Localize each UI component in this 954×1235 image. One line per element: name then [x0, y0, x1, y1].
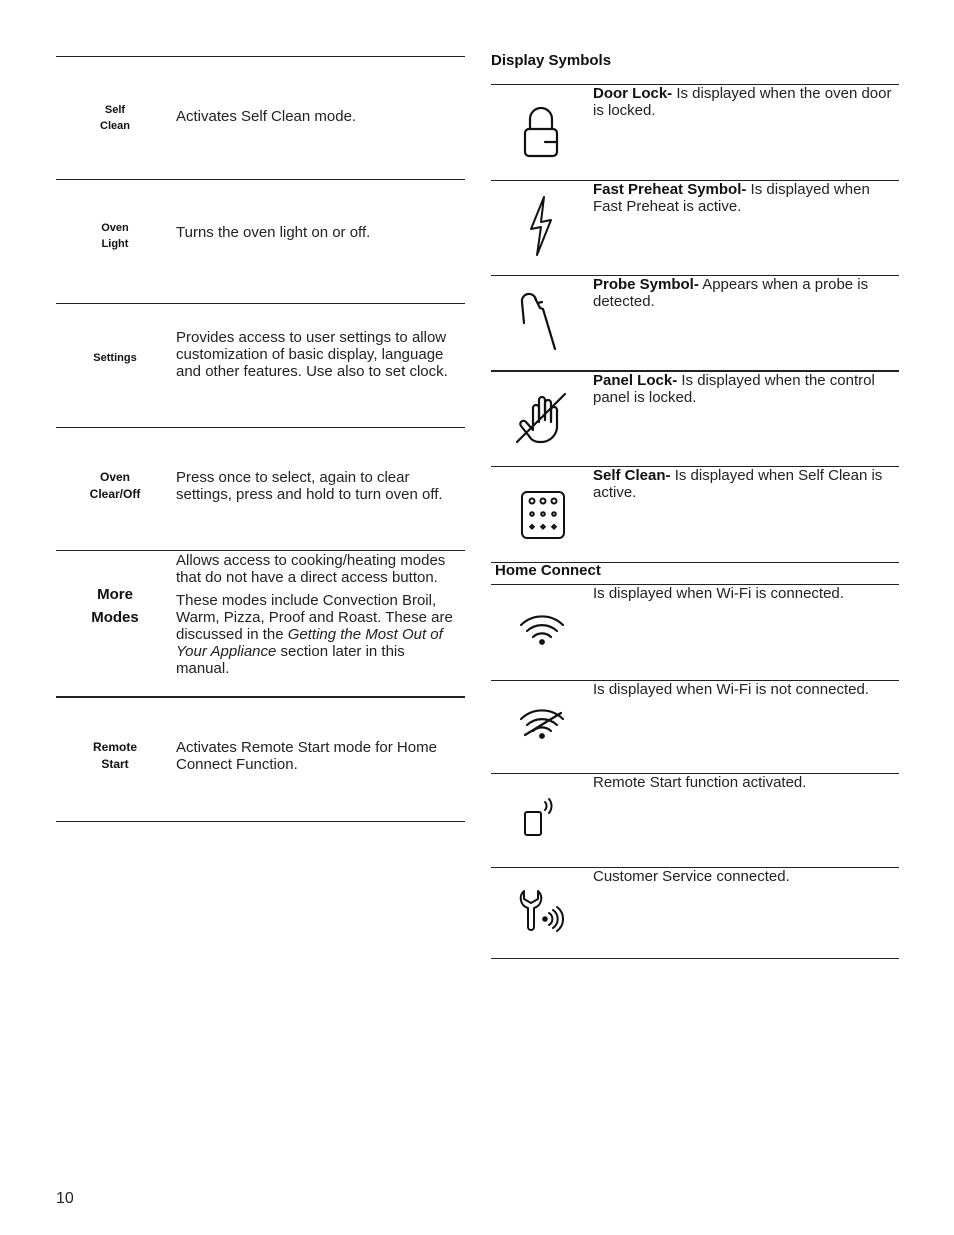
oven-light-button-label: Oven Light [101, 222, 129, 250]
wifi-connected-text: Is displayed when Wi-Fi is connected. [593, 585, 844, 602]
wifi-off-icon [511, 695, 573, 757]
table-row-settings [56, 303, 465, 427]
oven-light-description: Turns the oven light on or off. [176, 224, 371, 241]
table-row-self-clean [56, 56, 465, 179]
hand-crossed-icon [511, 388, 573, 450]
remote-start-phone-icon [511, 790, 573, 852]
more-modes-description-2: These modes include Convection Broil, Warm, Pizza, Proof and Roast. These are discussed in the Getting the Most Out of Your Appliance section later in this manual. [176, 592, 453, 677]
wifi-disconnected-text: Is displayed when Wi-Fi is not connected. [593, 681, 869, 698]
remote-start-text: Remote Start function activated. [593, 774, 807, 791]
symbol-row-wifi-connected [491, 584, 899, 680]
symbol-row-probe [491, 275, 899, 371]
panel-lock-text: Panel Lock- Is displayed when the control panel is locked. [593, 372, 875, 406]
door-lock-text: Door Lock- Is displayed when the oven door is locked. [593, 85, 892, 119]
probe-icon [511, 288, 573, 350]
wrench-signal-icon [511, 885, 573, 947]
self-clean-button-label: Self Clean [100, 104, 130, 132]
display-symbols-heading: Display Symbols [491, 52, 612, 69]
customer-service-text: Customer Service connected. [593, 868, 790, 885]
probe-symbol-text: Probe Symbol- Appears when a probe is detected. [593, 276, 869, 310]
symbol-row-remote-start [491, 773, 899, 867]
table-row-more-modes [56, 550, 465, 698]
settings-description: Provides access to user settings to allow customization of basic display, language and other features. Use also to set clock. [176, 329, 448, 380]
page-number: 10 [56, 1190, 74, 1207]
oven-clear-off-description: Press once to select, again to clear settings, press and hold to turn oven off. [176, 469, 443, 503]
button-table [56, 56, 465, 822]
symbol-row-panel-lock [491, 370, 899, 466]
remote-start-button-label: Remote Start [92, 740, 137, 772]
symbol-row-self-clean [491, 466, 899, 562]
settings-button-label: Settings [93, 352, 137, 364]
lightning-bolt-icon [511, 195, 573, 257]
oven-clear-off-button-label: Oven Clear/Off [89, 470, 141, 502]
symbol-row-wifi-disconnected [491, 680, 899, 774]
symbol-row-door-lock [491, 84, 899, 180]
more-modes-description: Allows access to cooking/heating modes that do not have a direct access button. These modes include Convection Broil, Warm, Pizza, Proof and Roast. These are discussed in the Getting the Most Out of Your Appliance section later in this manual. [176, 552, 462, 677]
table-row-oven-light [56, 179, 465, 303]
self-clean-dots-icon [511, 485, 573, 547]
wifi-icon [511, 601, 573, 663]
fast-preheat-text: Fast Preheat Symbol- Is displayed when Fast Preheat is active. [593, 181, 870, 215]
home-connect-heading: Home Connect [495, 562, 601, 579]
padlock-icon [511, 103, 573, 165]
self-clean-description: Activates Self Clean mode. [176, 108, 357, 125]
table-row-remote-start [56, 698, 465, 822]
symbol-row-fast-preheat [491, 180, 899, 276]
more-modes-button-label: More Modes [91, 586, 139, 627]
symbols-bottom-rule [491, 958, 899, 959]
remote-start-description: Activates Remote Start mode for Home Connect Function. [176, 739, 437, 773]
table-row-oven-clear-off [56, 427, 465, 550]
symbol-row-customer-service [491, 867, 899, 959]
self-clean-text: Self Clean- Is displayed when Self Clean is active. [593, 467, 883, 501]
